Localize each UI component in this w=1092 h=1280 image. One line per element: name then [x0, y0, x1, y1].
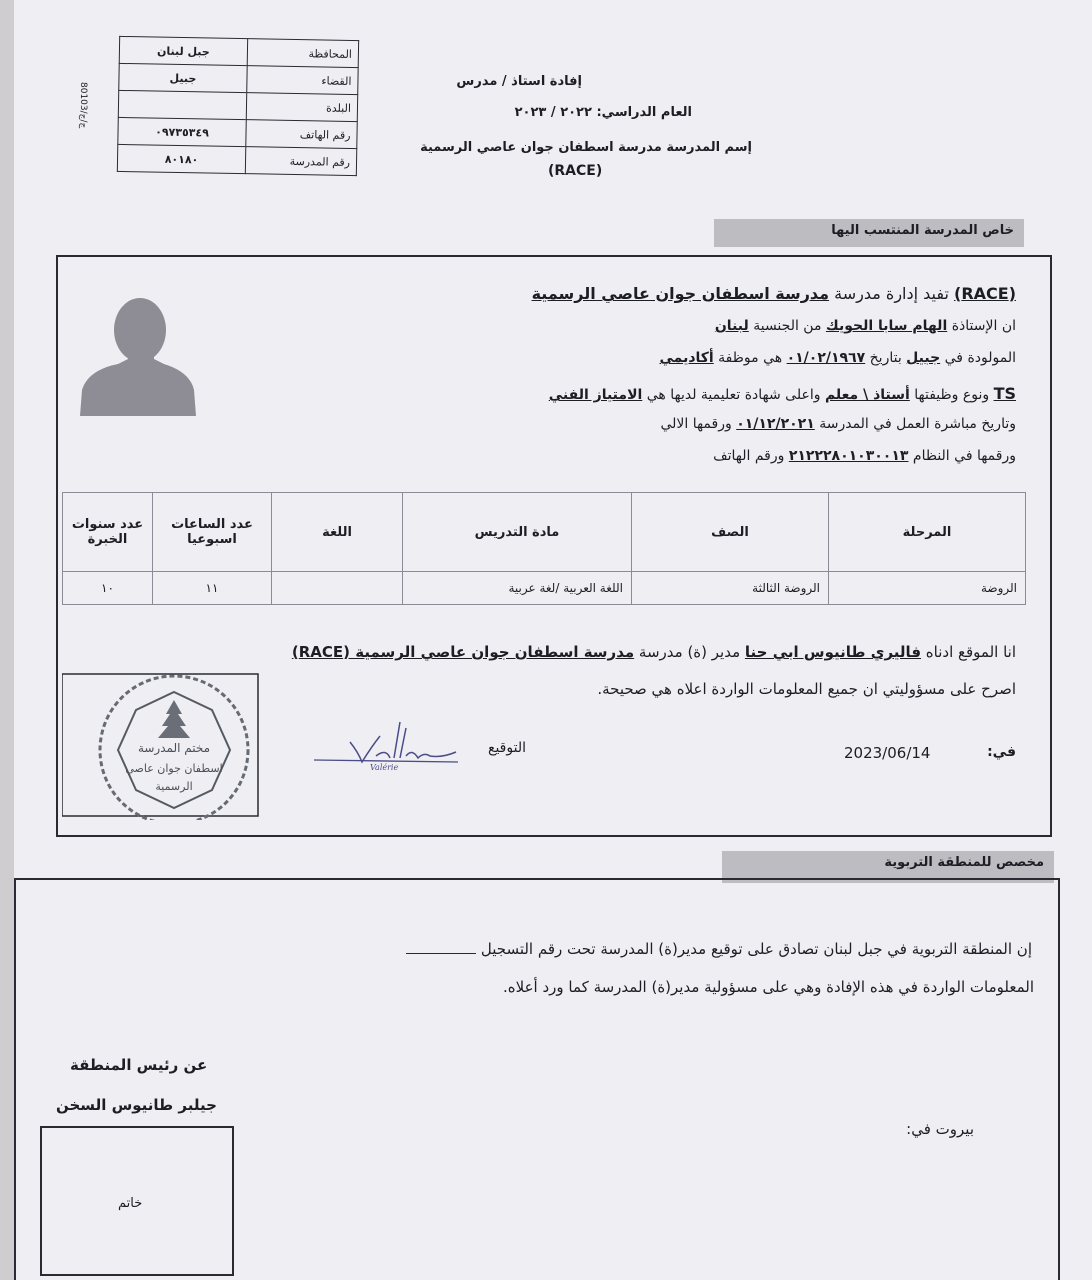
- col-hours: عدد الساعات اسبوعيا: [153, 493, 272, 572]
- stamp-line-3: الرسمية: [155, 780, 193, 793]
- table-row: [63, 572, 1026, 605]
- job-code: TS: [993, 384, 1016, 403]
- registration-blank: [406, 953, 476, 954]
- zone-seal-box: [40, 1126, 234, 1276]
- table-header-row: [63, 493, 1026, 572]
- race-label: (RACE): [548, 163, 603, 179]
- info-row: [119, 36, 358, 67]
- col-stage: المرحلة: [829, 493, 1026, 572]
- declaration-line-2: اصرح على مسؤوليتي ان جميع المعلومات الواردة اعلاه هي صحيحة.: [597, 680, 1016, 698]
- cell-hours: ١١: [153, 572, 272, 605]
- body-line-5: وتاريخ مباشرة العمل في المدرسة ٠١/١٢/٢٠٢١ ورقمها الالي: [660, 416, 1016, 432]
- zone-head-name: جيلبر طانيوس السخن: [56, 1096, 217, 1114]
- info-value: جبيل: [119, 63, 247, 92]
- info-value: جبل لبنان: [119, 36, 247, 65]
- body-line-6: ورقمها في النظام ٢١٢٢٢٨٠١٠٣٠٠١٣ ورقم الهاتف: [713, 448, 1016, 464]
- date-label: في:: [987, 744, 1016, 760]
- info-label: القضاء: [247, 66, 358, 95]
- school-name: إسم المدرسة مدرسة اسطفان جوان عاصي الرسمية: [420, 140, 752, 155]
- director-signature: [310, 712, 470, 772]
- body-line-3: المولودة في جبيل بتاريخ ٠١/٠٢/١٩٦٧ هي موظفة أكاديمي: [659, 350, 1016, 366]
- zone-paragraph-2: المعلومات الواردة في هذه الإفادة وهي على مسؤولية مدير(ة) المدرسة كما ورد أعلاه.: [503, 978, 1034, 996]
- teacher-name: الهام سابا الحويك: [825, 318, 948, 334]
- stamp-line-1: مختم المدرسة: [137, 741, 211, 755]
- body-line-1: (RACE) تفيد إدارة مدرسة مدرسة اسطفان جوان عاصي الرسمية: [531, 284, 1016, 303]
- info-value: [118, 90, 246, 119]
- form-title: إفادة استاذ / مدرس: [456, 74, 582, 89]
- info-row: [118, 90, 357, 121]
- seal-label: خاتم: [118, 1196, 143, 1211]
- info-label: رقم المدرسة: [245, 147, 356, 176]
- employee-type: أكاديمي: [659, 350, 714, 366]
- city-date-label: بيروت في:: [906, 1120, 974, 1138]
- info-value: ٨٠١٨٠: [117, 144, 245, 173]
- cell-experience: ١٠: [63, 572, 153, 605]
- race-inline: (RACE): [954, 284, 1016, 303]
- cell-subject: اللغة العربية /لغة عربية: [403, 572, 632, 605]
- cell-language: [272, 572, 403, 605]
- body-line-2: ان الإستاذة الهام سابا الحويك من الجنسية لبنان: [714, 318, 1016, 334]
- start-date: ٠١/١٢/٢٠٢١: [736, 416, 815, 432]
- col-class: الصف: [632, 493, 829, 572]
- signature-text: Valérie: [370, 763, 399, 772]
- school-name-declaration: مدرسة اسطفان جوان عاصي الرسمية (RACE): [291, 643, 635, 661]
- school-name-inline: مدرسة اسطفان جوان عاصي الرسمية: [531, 284, 830, 303]
- zone-head-title: عن رئيس المنطقة: [70, 1056, 208, 1074]
- col-language: اللغة: [272, 493, 403, 572]
- school-info-table: [117, 36, 359, 176]
- teaching-table: [62, 492, 1026, 605]
- date-value: 2023/06/14: [844, 744, 931, 762]
- col-experience: عدد سنوات الخبرة: [63, 493, 153, 572]
- signature-label: التوقيع: [488, 740, 526, 756]
- stamp-line-2: اسطفان جوان عاصي: [125, 762, 223, 775]
- school-year: العام الدراسي: ٢٠٢٢ / ٢٠٢٣: [514, 105, 692, 120]
- col-subject: مادة التدريس: [403, 493, 632, 572]
- info-label: رقم الهاتف: [246, 120, 357, 149]
- info-label: البلدة: [246, 93, 357, 122]
- info-row: [118, 117, 357, 148]
- birthplace: جبيل: [906, 350, 941, 366]
- school-stamp: [62, 670, 262, 820]
- birth-date: ٠١/٠٢/١٩٦٧: [786, 350, 866, 366]
- form-code: 80103/ج/ج: [78, 82, 88, 129]
- info-label: المحافظة: [247, 39, 358, 68]
- system-number: ٢١٢٢٢٨٠١٠٣٠٠١٣: [788, 448, 909, 464]
- zone-paragraph-1: إن المنطقة التربوية في جبل لبنان تصادق على توقيع مدير(ة) المدرسة تحت رقم التسجيل: [406, 940, 1032, 958]
- info-row: [117, 144, 356, 175]
- body-line-4: TS ونوع وظيفتها أستاذ \ معلم واعلى شهادة تعليمية لديها هي الامتياز الفني: [548, 384, 1016, 403]
- cell-stage: الروضة: [829, 572, 1026, 605]
- section-zone-header: مخصص للمنطقة التربوية: [722, 851, 1054, 883]
- job-type: أستاذ \ معلم: [824, 387, 910, 403]
- director-name: فاليري طانيوس ابي حنا: [744, 643, 922, 661]
- declaration-line-1: انا الموقع ادناه فاليري طانيوس ابي حنا مدير (ة) مدرسة مدرسة اسطفان جوان عاصي الرسمية (RACE): [291, 643, 1016, 661]
- degree: الامتياز الفني: [548, 387, 643, 403]
- info-value: ٠٩٧٣٥٣٤٩: [118, 117, 246, 146]
- person-photo-placeholder: [78, 286, 196, 416]
- cell-class: الروضة الثالثة: [632, 572, 829, 605]
- info-row: [119, 63, 358, 94]
- nationality: لبنان: [714, 318, 749, 334]
- section-school-header: خاص المدرسة المنتسب اليها: [714, 219, 1024, 247]
